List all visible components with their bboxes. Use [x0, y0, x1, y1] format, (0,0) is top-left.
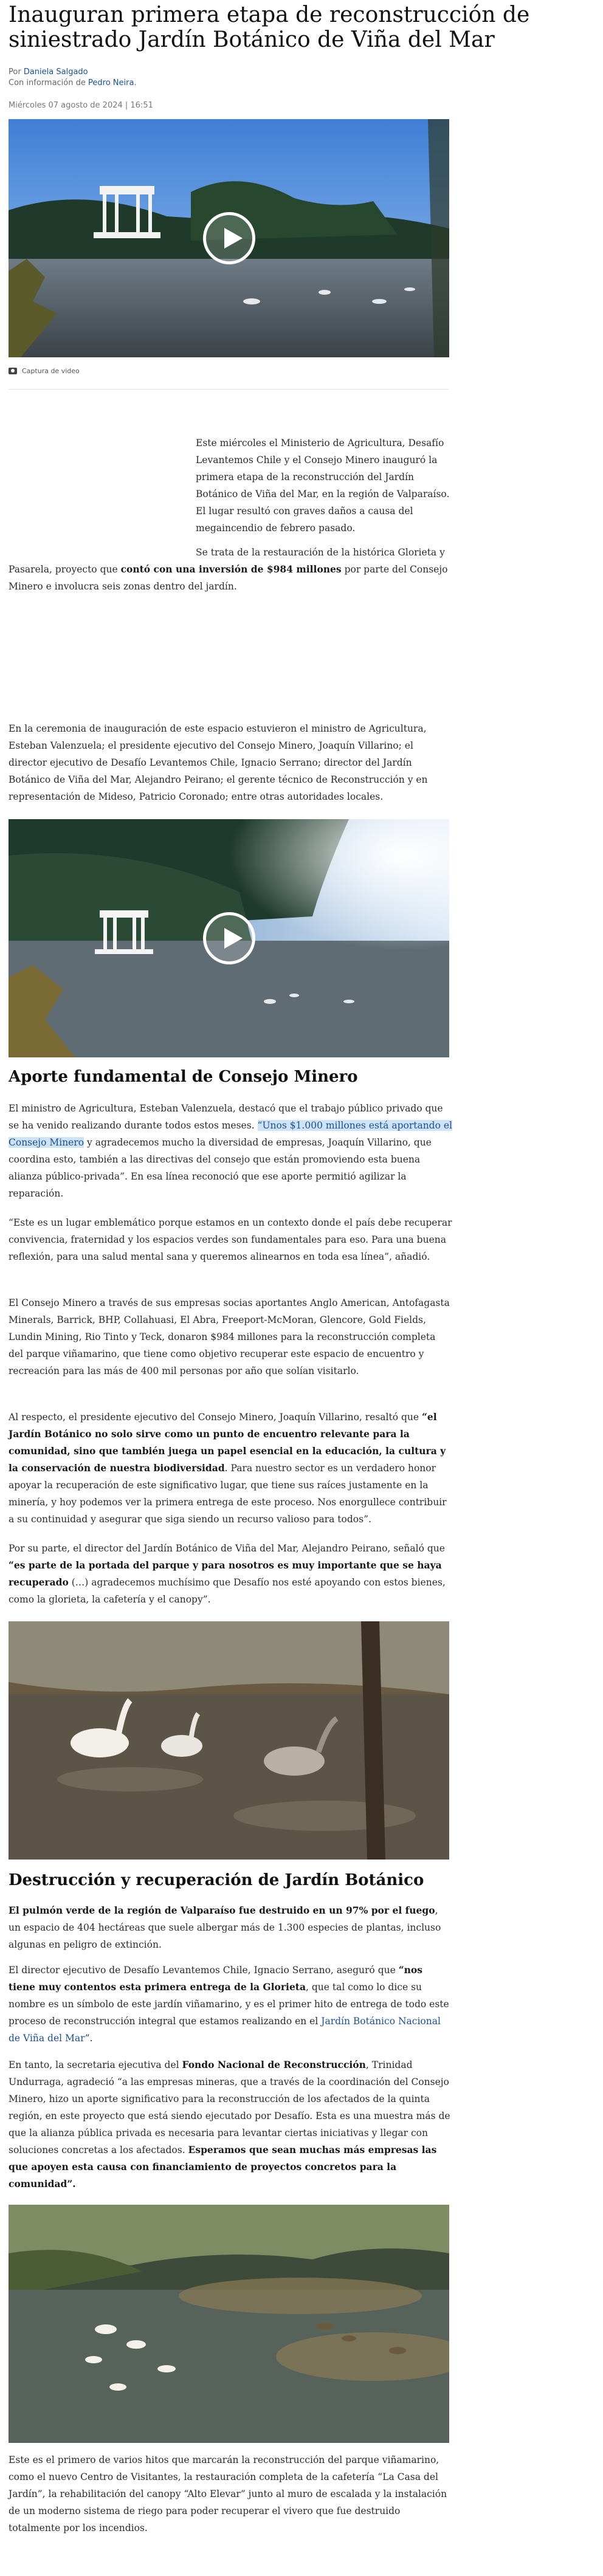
section2-paragraph-4: Este es el primero de varios hitos que marcarán la reconstrucción del parque viñamarino, como el nuevo Centro de Visitantes, la restauración completa de la cafetería “La Casa del Jardín”, la rehabilitación del canopy “Alto Elevar” junto al muro de escalada y la instalación de un moderno sistema de riego para poder recuperar el vivero que fue destruido totalmente por los incendios. — [9, 2454, 447, 2533]
section1-paragraph-2: “Este es un lugar emblemático porque estamos en un contexto donde el país debe recuperar convivencia, fraternidad y los espacios verdes son fundamentales para eso. Para una buena reflexión, para una salud mental sana y queremos alinearnos en toda esa línea”, añadió. — [9, 1217, 452, 1262]
article-title: Inauguran primera etapa de reconstrucción de siniestrado Jardín Botánico de Viña del Mar — [9, 2, 530, 52]
section2-paragraph-1 — [9, 1902, 452, 1953]
video-player-1[interactable] — [9, 119, 449, 357]
section1-paragraph-4 — [9, 1409, 452, 1528]
play-icon[interactable] — [203, 912, 255, 964]
intro-paragraph-2 — [9, 544, 452, 595]
byline — [9, 67, 137, 89]
p2b: contó con una inversión de $984 millones — [120, 563, 342, 575]
s1p1c: y agradecemos mucho la diversidad de empresas, Joaquín Villarino, que coordina esto, también a las directivas del consejo que están promoviendo esta buena alianza público-privada”. En esa línea reconoció que ese aporte permitió agilizar la reparación. — [9, 1137, 432, 1199]
s2p3b: Fondo Nacional de Reconstrucción — [182, 2059, 366, 2070]
p2a: Se trata de la restauración de la histórica Glorieta y Pasarela, proyecto que — [9, 547, 445, 575]
divider — [9, 389, 449, 390]
photo-geese — [9, 1621, 449, 1860]
highlighted-quote: “Unos $1.000 millones está aportando el Consejo Minero — [9, 1120, 452, 1148]
video-player-2[interactable] — [9, 819, 449, 1057]
s1p5b: “es parte de la portada del parque y para nosotros es muy importante que se haya recuperado — [9, 1559, 442, 1588]
s2p2d: ”. — [84, 2033, 93, 2044]
section2-paragraph-2 — [9, 1962, 452, 2047]
s2p3c: , Trinidad Undurraga, agradeció “a las empresas mineras, que a través de la coordinación del Consejo Minero, hizo un aporte significativo para la reconstrucción de los afectados de la quinta región, en este proyecto que está siendo ejecutado por Desafío. Esta es una muestra más de que la alianza pública privada es necesaria para levantar ciertas iniciativas y llegar con soluciones concretas a los afectados. — [9, 2059, 450, 2155]
photo-ducks — [9, 2205, 449, 2443]
s1p4b: “el Jardín Botánico no solo sirve como un punto de encuentro relevante para la comunidad, sino que también juega un papel esencial en la educación, la cultura y la conservación de nuestra biodiversidad — [9, 1411, 446, 1474]
intro-paragraph-1: Este miércoles el Ministerio de Agricultura, Desafío Levantemos Chile y el Consejo Minero inauguró la primera etapa de la reconstrucción del Jardín Botánico de Viña del Mar, en la región de Valparaíso. El lugar resultó con graves daños a causa del megaincendio de febrero pasado. — [196, 438, 450, 534]
video-caption — [9, 367, 80, 375]
s1p5c: (…) agradecemos muchísimo que Desafío nos esté apoyando con estos bienes, como la glorieta, la cafetería y el canopy”. — [9, 1577, 446, 1605]
byline-prefix: Por — [9, 67, 21, 77]
section1-paragraph-3: El Consejo Minero a través de sus empresas socias aportantes Anglo American, Antofagasta Minerals, Barrick, BHP, Collahuasi, El Abra, Freeport-McMoran, Glencore, Gold Fields, Lundin Mining, Rio Tinto y Teck, donaron $984 millones para la reconstrucción completa del parque viñamarino, que tiene como objetivo recuperar este espacio de encuentro y recreación para las más de 400 mil personas por año que solían visitarlo. — [9, 1297, 450, 1376]
section2-paragraph-3 — [9, 2056, 452, 2193]
s1p5a: Por su parte, el director del Jardín Botánico de Viña del Mar, Alejandro Peirano, señaló que — [9, 1543, 445, 1554]
section1-paragraph-1 — [9, 1100, 452, 1202]
geese-image — [9, 1621, 449, 1860]
contributor-link[interactable]: Pedro Neira — [88, 78, 134, 88]
play-icon[interactable] — [203, 212, 255, 264]
s2p3d: Esperamos que sean muchas más empresas las que apoyen esta causa con financiamiento de proyectos concretos para la comunidad”. — [9, 2144, 437, 2190]
p2c: por parte del Consejo Minero e involucra seis zonas dentro del jardín. — [9, 564, 448, 592]
jardin-botanico-link[interactable]: Jardín Botánico Nacional de Viña del Mar — [9, 2016, 441, 2044]
publish-date: Miércoles 07 agosto de 2024 | 16:51 — [9, 101, 153, 110]
s1p1a: El ministro de Agricultura, Esteban Valenzuela, destacó que el trabajo público privado que se ha venido realizando durante todos estos meses. — [9, 1103, 443, 1131]
s2p2a: El director ejecutivo de Desafío Levantemos Chile, Ignacio Serrano, aseguró que — [9, 1965, 399, 1976]
camera-icon — [9, 368, 17, 374]
s1p4a: Al respecto, el presidente ejecutivo del Consejo Minero, Joaquín Villarino, resaltó que — [9, 1412, 422, 1423]
s2p1a: El pulmón verde de la región de Valparaíso fue destruido en un 97% por el fuego — [9, 1905, 435, 1916]
s2p2b: “nos tiene muy contentos esta primera entrega de la Glorieta — [9, 1964, 422, 1993]
s2p1b: , un espacio de 404 hectáreas que suele albergar más de 1.300 especies de plantas, incluso algunas en peligro de extinción. — [9, 1905, 441, 1950]
section-heading-2: Destrucción y recuperación de Jardín Botánico — [9, 1871, 424, 1889]
contrib-suffix: . — [134, 78, 137, 88]
s2p3a: En tanto, la secretaria ejecutiva del — [9, 2059, 182, 2070]
contrib-prefix: Con información de — [9, 78, 86, 88]
section-heading-1: Aporte fundamental de Consejo Minero — [9, 1068, 358, 1086]
ceremony-paragraph: En la ceremonia de inauguración de este espacio estuvieron el ministro de Agricultura, Esteban Valenzuela; el presidente ejecutivo del Consejo Minero, Joaquín Villarino; el director ejecutivo de Desafío Levantemos Chile, Ignacio Serrano; director del Jardín Botánico de Viña del Mar, Alejandro Peirano; el gerente técnico de Reconstrucción y en representación de Mideso, Patricio Coronado; entre otras autoridades locales. — [9, 723, 428, 802]
ducks-image — [9, 2205, 449, 2443]
section1-paragraph-5 — [9, 1540, 452, 1608]
video-caption-text: Captura de video — [22, 367, 80, 375]
s2p2c: , que tal como lo dice su nombre es un símbolo de este jardín viñamarino, y es el primer hito de entrega de todo este proceso de reconstrucción integral que estamos realizando en el — [9, 1982, 449, 2027]
author-link[interactable]: Daniela Salgado — [23, 67, 88, 77]
s1p4c: . Para nuestro sector es un verdadero honor apoyar la recuperación de este significativo lugar, que tiene sus raíces justamente en la minería, y hoy podemos ver la primera entrega de este proceso. Nos enorgullece contribuir a su continuidad y asegurar que siga siendo un recurso valioso para todos”. — [9, 1463, 447, 1525]
